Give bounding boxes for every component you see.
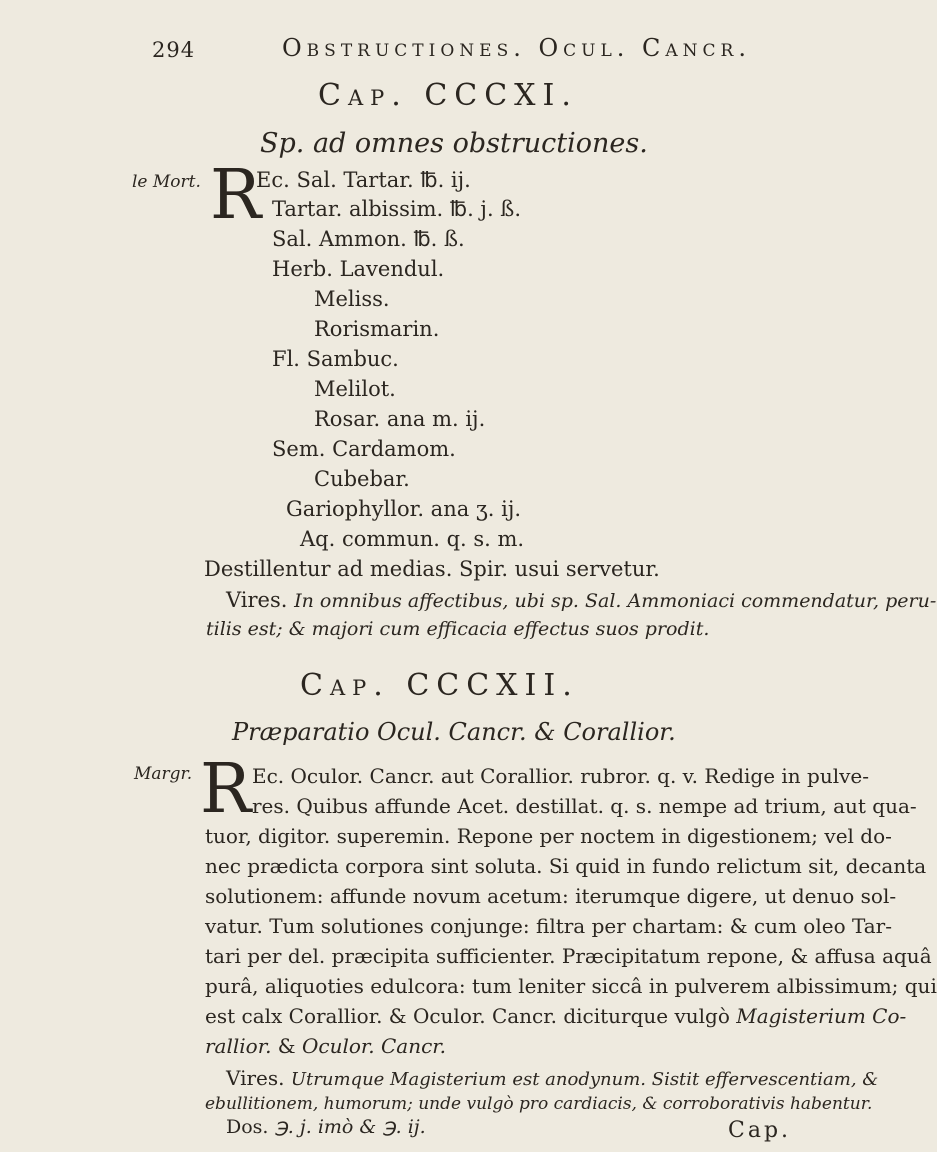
- paragraph-line: res. Quibus affunde Acet. destillat. q. s. nempe ad trium, aut qua-: [252, 794, 917, 818]
- paragraph-text: &: [271, 1034, 302, 1058]
- paragraph-line: [205, 1004, 906, 1028]
- running-title: Obstructiones. Ocul. Cancr.: [282, 34, 751, 62]
- ingredient-line: Rorismarin.: [314, 317, 440, 341]
- vires-label: Vires.: [226, 1066, 285, 1090]
- vires-paragraph-line: [226, 1066, 878, 1090]
- paragraph-line: tari per del. præcipita sufficienter. Præcipitatum repone, & affusa aquâ: [205, 944, 932, 968]
- chapter-heading: Cap. CCCXII.: [300, 668, 579, 703]
- paragraph-line: purâ, aliquoties edulcora: tum leniter siccâ in pulverem albissimum; qui: [205, 974, 937, 998]
- paragraph-line: nec prædicta corpora sint soluta. Si quid in fundo relictum sit, decanta: [205, 854, 927, 878]
- ingredient-line: Fl. Sambuc.: [272, 347, 399, 371]
- vires-paragraph-line: tilis est; & majori cum efficacia effectus suos prodit.: [206, 618, 710, 640]
- italic-term: Oculor. Cancr.: [301, 1034, 446, 1058]
- recipe-first-line: Ec. Sal. Tartar. ℔. ij.: [256, 168, 471, 192]
- ingredient-line: Sem. Cardamom.: [272, 437, 456, 461]
- vires-text: In omnibus affectibus, ubi sp. Sal. Ammoniaci commendatur, peru-: [294, 590, 937, 612]
- vires-text: Utrumque Magisterium est anodynum. Sistit effervescentiam, &: [290, 1069, 879, 1090]
- paragraph-line: tuor, digitor. superemin. Repone per noctem in digestionem; vel do-: [205, 824, 892, 848]
- ingredient-line: Tartar. albissim. ℔. j. ß.: [272, 197, 521, 221]
- ingredient-line: Herb. Lavendul.: [272, 257, 445, 281]
- ingredient-line: Rosar. ana m. ij.: [314, 407, 486, 431]
- drop-cap: R: [210, 156, 262, 235]
- page-number: 294: [152, 38, 196, 62]
- vires-paragraph-line: [226, 588, 936, 612]
- ingredient-line: Aq. commun. q. s. m.: [300, 527, 525, 551]
- paragraph-line: vatur. Tum solutiones conjunge: filtra per chartam: & cum oleo Tar-: [205, 914, 893, 938]
- distill-instruction: Destillentur ad medias. Spir. usui servetur.: [204, 557, 660, 581]
- ingredient-line: Melilot.: [314, 377, 396, 401]
- drop-cap: R: [200, 750, 252, 829]
- paragraph-line: solutionem: affunde novum acetum: iterumque digere, ut denuo sol-: [205, 884, 897, 908]
- dose-label: Dos.: [226, 1116, 269, 1138]
- vires-paragraph-line: ebullitionem, humorum; unde vulgò pro cardiacis, & corroborativis habentur.: [205, 1094, 873, 1114]
- catchword: Cap.: [728, 1118, 792, 1143]
- vires-label: Vires.: [226, 588, 288, 612]
- ingredient-line: Meliss.: [314, 287, 390, 311]
- margin-note: Margr.: [134, 764, 193, 784]
- italic-term: Magisterium Co-: [736, 1004, 907, 1028]
- paragraph-line: Ec. Oculor. Cancr. aut Corallior. rubror. q. v. Redige in pulve-: [252, 764, 870, 788]
- chapter-heading: Cap. CCCXI.: [318, 78, 578, 113]
- ingredient-line: Sal. Ammon. ℔. ß.: [272, 227, 465, 251]
- margin-note: le Mort.: [132, 172, 201, 192]
- paragraph-line: [205, 1034, 446, 1058]
- ingredient-line: Cubebar.: [314, 467, 410, 491]
- dose-text: ℈. j. imò & ℈. ij.: [274, 1116, 426, 1138]
- ingredient-line: Gariophyllor. ana ʒ. ij.: [286, 497, 522, 521]
- chapter-subtitle: Sp. ad omnes obstructiones.: [260, 128, 648, 159]
- paragraph-text: est calx Corallior. & Oculor. Cancr. diciturque vulgò: [205, 1004, 730, 1028]
- chapter-subtitle: Præparatio Ocul. Cancr. & Corallior.: [232, 718, 676, 746]
- dose-line: [226, 1116, 426, 1138]
- italic-term: rallior.: [205, 1034, 272, 1058]
